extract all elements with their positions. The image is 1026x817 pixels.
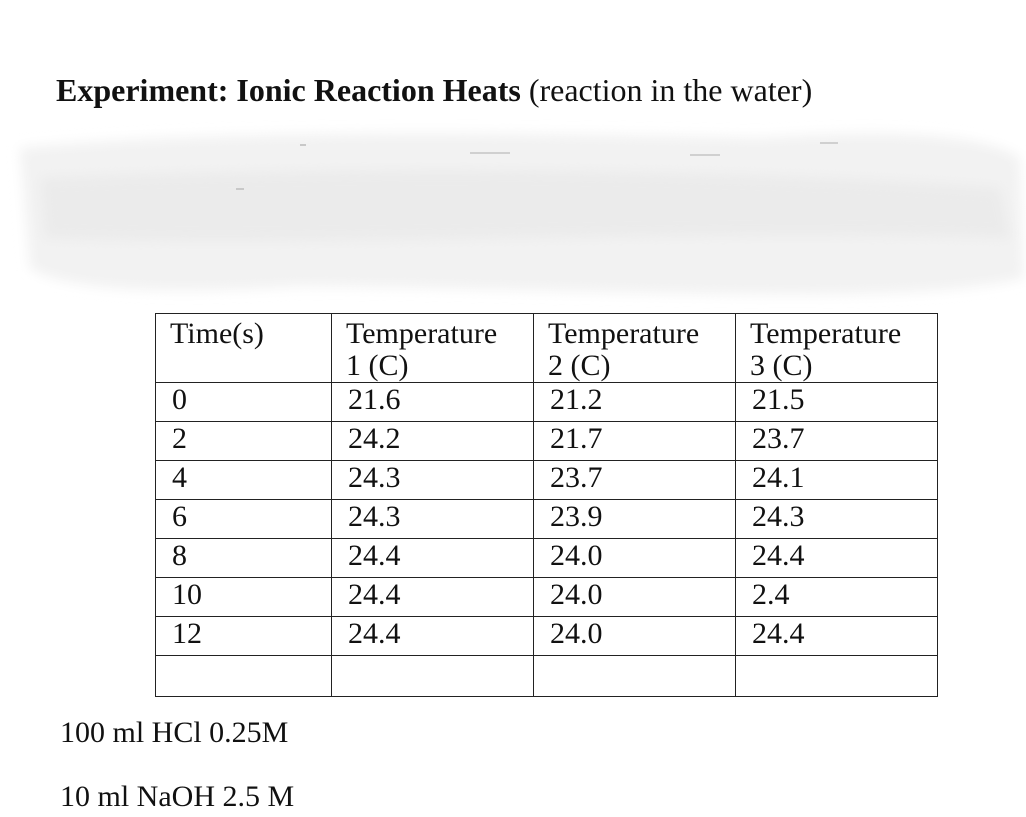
cell-temp-2: 24.0 <box>534 539 736 578</box>
title-bold: Experiment: Ionic Reaction Heats <box>56 72 521 108</box>
table-header-row <box>156 314 938 383</box>
header-time: Time(s) <box>156 314 332 383</box>
cell-time: 12 <box>156 617 332 656</box>
cell-time: 6 <box>156 500 332 539</box>
cell-temp-1: 24.4 <box>332 617 534 656</box>
header-temperature-3: Temperature 3 (C) <box>736 314 938 383</box>
hcl-note: 100 ml HCl 0.25M <box>60 716 289 749</box>
cell-time: 0 <box>156 383 332 422</box>
cell-temp-1: 24.3 <box>332 461 534 500</box>
cell-temp-2: 24.0 <box>534 578 736 617</box>
table-row <box>156 500 938 539</box>
table-row <box>156 422 938 461</box>
erased-text-smudge <box>0 118 1026 333</box>
table-row <box>156 617 938 656</box>
naoh-note: 10 ml NaOH 2.5 M <box>60 780 295 813</box>
header-temperature-1: Temperature 1 (C) <box>332 314 534 383</box>
cell-time: 10 <box>156 578 332 617</box>
title-subtitle: (reaction in the water) <box>528 72 813 108</box>
table-row <box>156 461 938 500</box>
cell-temp-3: 2.4 <box>736 578 938 617</box>
cell-time: 8 <box>156 539 332 578</box>
temperature-table <box>155 313 938 697</box>
page-title <box>56 70 812 110</box>
table-row <box>156 578 938 617</box>
cell-temp-3: 23.7 <box>736 422 938 461</box>
cell-temp-3: 21.5 <box>736 383 938 422</box>
cell-temp-2: 23.7 <box>534 461 736 500</box>
cell-temp-3: 24.4 <box>736 617 938 656</box>
header-temperature-2: Temperature 2 (C) <box>534 314 736 383</box>
cell-temp-3: 24.1 <box>736 461 938 500</box>
cell-temp-3: 24.4 <box>736 539 938 578</box>
cell-time: 4 <box>156 461 332 500</box>
table-row <box>156 539 938 578</box>
cell-temp-2 <box>534 656 736 697</box>
cell-temp-1: 24.4 <box>332 539 534 578</box>
cell-temp-3: 24.3 <box>736 500 938 539</box>
cell-temp-1: 24.4 <box>332 578 534 617</box>
cell-temp-2: 24.0 <box>534 617 736 656</box>
cell-temp-1: 24.3 <box>332 500 534 539</box>
cell-temp-1: 24.2 <box>332 422 534 461</box>
cell-temp-2: 21.2 <box>534 383 736 422</box>
cell-temp-3 <box>736 656 938 697</box>
cell-time: 2 <box>156 422 332 461</box>
cell-temp-1 <box>332 656 534 697</box>
table-row <box>156 383 938 422</box>
cell-temp-2: 23.9 <box>534 500 736 539</box>
cell-time <box>156 656 332 697</box>
cell-temp-2: 21.7 <box>534 422 736 461</box>
table-row-empty <box>156 656 938 697</box>
cell-temp-1: 21.6 <box>332 383 534 422</box>
